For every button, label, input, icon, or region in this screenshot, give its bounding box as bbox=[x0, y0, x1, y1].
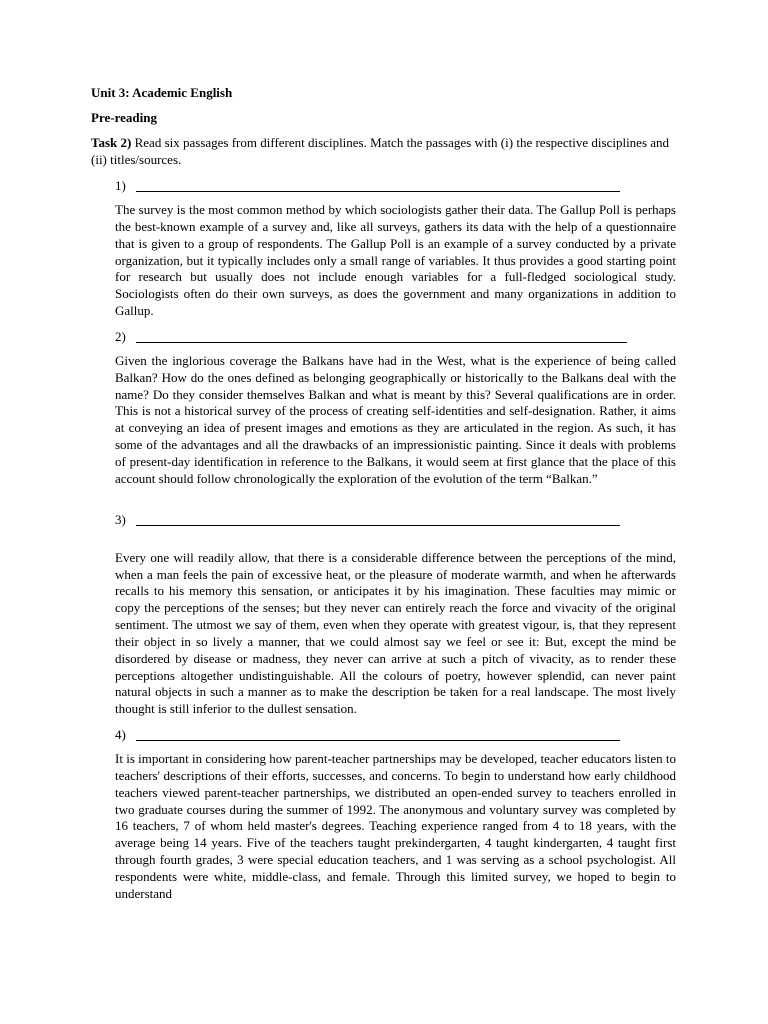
answer-line-1 bbox=[115, 177, 676, 194]
item-number: 3) bbox=[115, 511, 126, 527]
answer-blank bbox=[136, 524, 620, 526]
item-number: 1) bbox=[115, 178, 126, 193]
item-number: 4) bbox=[115, 727, 126, 743]
passage-text: Every one will readily allow, that there is a considerable difference between the perceptions of the mind, when a man feels the pain of excessive heat, or the pleasure of moderate warmth, and when he afterwards recalls to his memory this sensation, or anticipates it by his imagination. These faculties may mimic or copy the perceptions of the senses; but they never can entirely reach the force and vivacity of the original sentiment. The utmost we say of them, even when they operate with greatest vigour, is, that they represent their object in so lively a manner, that we could almost say we feel or see it: But, except the mind be disordered by disease or madness, they never can arrive at such a pitch of vivacity, as to render these perceptions altogether undistinguishable. All the colours of poetry, however splendid, can never paint natural objects in such a manner as to make the description be taken for a real landscape. The most lively thought is still inferior to the dullest sensation. bbox=[115, 549, 676, 717]
document-page bbox=[91, 84, 679, 903]
passage-item-3 bbox=[115, 511, 676, 718]
passage-item-1 bbox=[115, 177, 676, 320]
task-text: Read six passages from different disciplines. Match the passages with (i) the respective disciplines and (ii) titles/sources. bbox=[91, 135, 670, 167]
answer-blank bbox=[136, 190, 620, 192]
answer-line-3 bbox=[115, 511, 676, 528]
passage-item-2 bbox=[115, 328, 676, 488]
task-label: Task 2) bbox=[91, 135, 132, 150]
answer-line-2 bbox=[115, 328, 676, 345]
section-heading: Pre-reading bbox=[91, 110, 157, 125]
passage-text: Given the inglorious coverage the Balkans have had in the West, what is the experience of being called Balkan? How do the ones defined as belonging geographically or historically to the Balkans deal with the name? Do they consider themselves Balkan and what is meant by this? Several qualifications are in order. This is not a historical survey of the process of creating self-identities and self-designation. Rather, it aims at conveying an idea of present images and emotions as they are articulated in the region. As such, it has some of the advantages and all the drawbacks of an impressionistic painting. Since it deals with problems of present-day identification in reference to the Balkans, it would seem at first glance that the place of this account should follow chronologically the exploration of the evolution of the term “Balkan.” bbox=[115, 352, 676, 486]
task-instruction bbox=[91, 134, 679, 168]
passage-item-4 bbox=[115, 726, 676, 903]
passage-text: The survey is the most common method by which sociologists gather their data. The Gallup Poll is perhaps the best-known example of a survey and, like all surveys, gathers its data with the help of a questionnaire that is given to a group of respondents. The Gallup Poll is an example of a survey conducted by a private organization, but it typically includes only a small range of variables. It thus provides a good starting point for research but usually does not include enough variables for a full-fledged sociological study. Sociologists often do their own surveys, as does the government and many organizations in addition to Gallup. bbox=[115, 202, 676, 319]
answer-line-4 bbox=[115, 726, 676, 743]
item-number: 2) bbox=[115, 328, 126, 344]
passage-text: It is important in considering how parent-teacher partnerships may be developed, teacher educators listen to teachers' descriptions of their efforts, successes, and concerns. To begin to understand how early childhood teachers viewed parent-teacher partnerships, we distributed an open-ended survey to teachers enrolled in two graduate courses during the summer of 1992. The anonymous and voluntary survey was completed by 16 teachers, 7 of whom held master's degrees. Teaching experience ranged from 4 to 18 years, with the average being 14 years. Five of the teachers taught prekindergarten, 4 taught kindergarten, 4 taught first through fourth grades, 3 were special education teachers, and 1 was serving as a school psychologist. All respondents were white, middle-class, and female. Through this limited survey, we hoped to begin to understand bbox=[115, 751, 676, 901]
answer-blank bbox=[136, 739, 620, 741]
answer-blank bbox=[136, 341, 627, 343]
unit-title: Unit 3: Academic English bbox=[91, 85, 233, 100]
